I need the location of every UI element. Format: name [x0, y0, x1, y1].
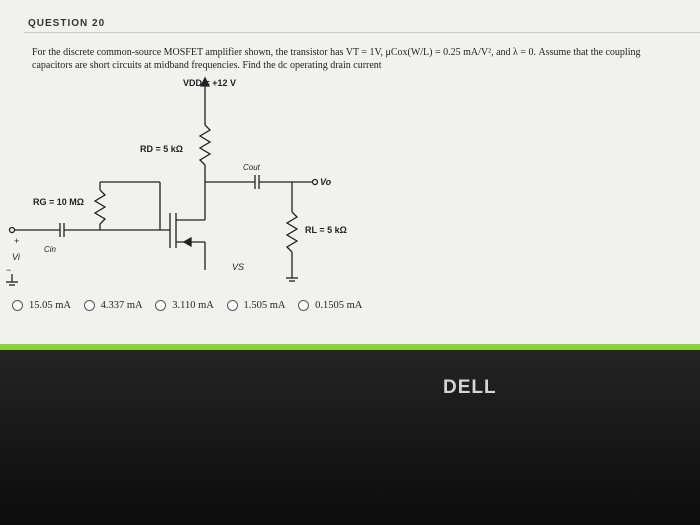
choice-3[interactable]: 3.110 mA [155, 300, 214, 311]
radio-icon[interactable] [84, 300, 95, 311]
question-prompt: For the discrete common-source MOSFET amplifier shown, the transistor has VT = 1V, μCox(W/L) = 0.25 mA/V², and λ = 0. Assume that the coupling capacitors are short circuits at midband frequencies. Find the dc operating drain current [32, 47, 641, 71]
choice-5[interactable]: 0.1505 mA [298, 300, 362, 311]
choice-1[interactable]: 15.05 mA [12, 300, 71, 311]
rl-label: RL = 5 kΩ [305, 225, 347, 235]
circuit-diagram [0, 70, 700, 300]
divider [24, 32, 700, 33]
vo-label: Vo [320, 177, 332, 187]
answer-choices [12, 300, 372, 314]
dell-logo: DELL [443, 377, 497, 398]
radio-icon[interactable] [12, 300, 23, 311]
vi-label: Vi [12, 252, 20, 262]
vs-label: VS [232, 262, 245, 272]
radio-icon[interactable] [227, 300, 238, 311]
vdd-label: VDD = +12 V [183, 78, 237, 88]
cout-label: Cout [243, 163, 260, 172]
rg-label: RG = 10 MΩ [33, 197, 84, 207]
radio-icon[interactable] [298, 300, 309, 311]
choice-4[interactable]: 1.505 mA [227, 300, 286, 311]
rd-label: RD = 5 kΩ [140, 144, 183, 154]
monitor-bezel [0, 350, 700, 525]
cin-label: Cin [44, 245, 57, 254]
radio-icon[interactable] [155, 300, 166, 311]
question-title: QUESTION 20 [28, 18, 106, 29]
plus-label: + [14, 236, 20, 246]
choice-2[interactable]: 4.337 mA [84, 300, 143, 311]
minus-label: − [6, 265, 12, 275]
